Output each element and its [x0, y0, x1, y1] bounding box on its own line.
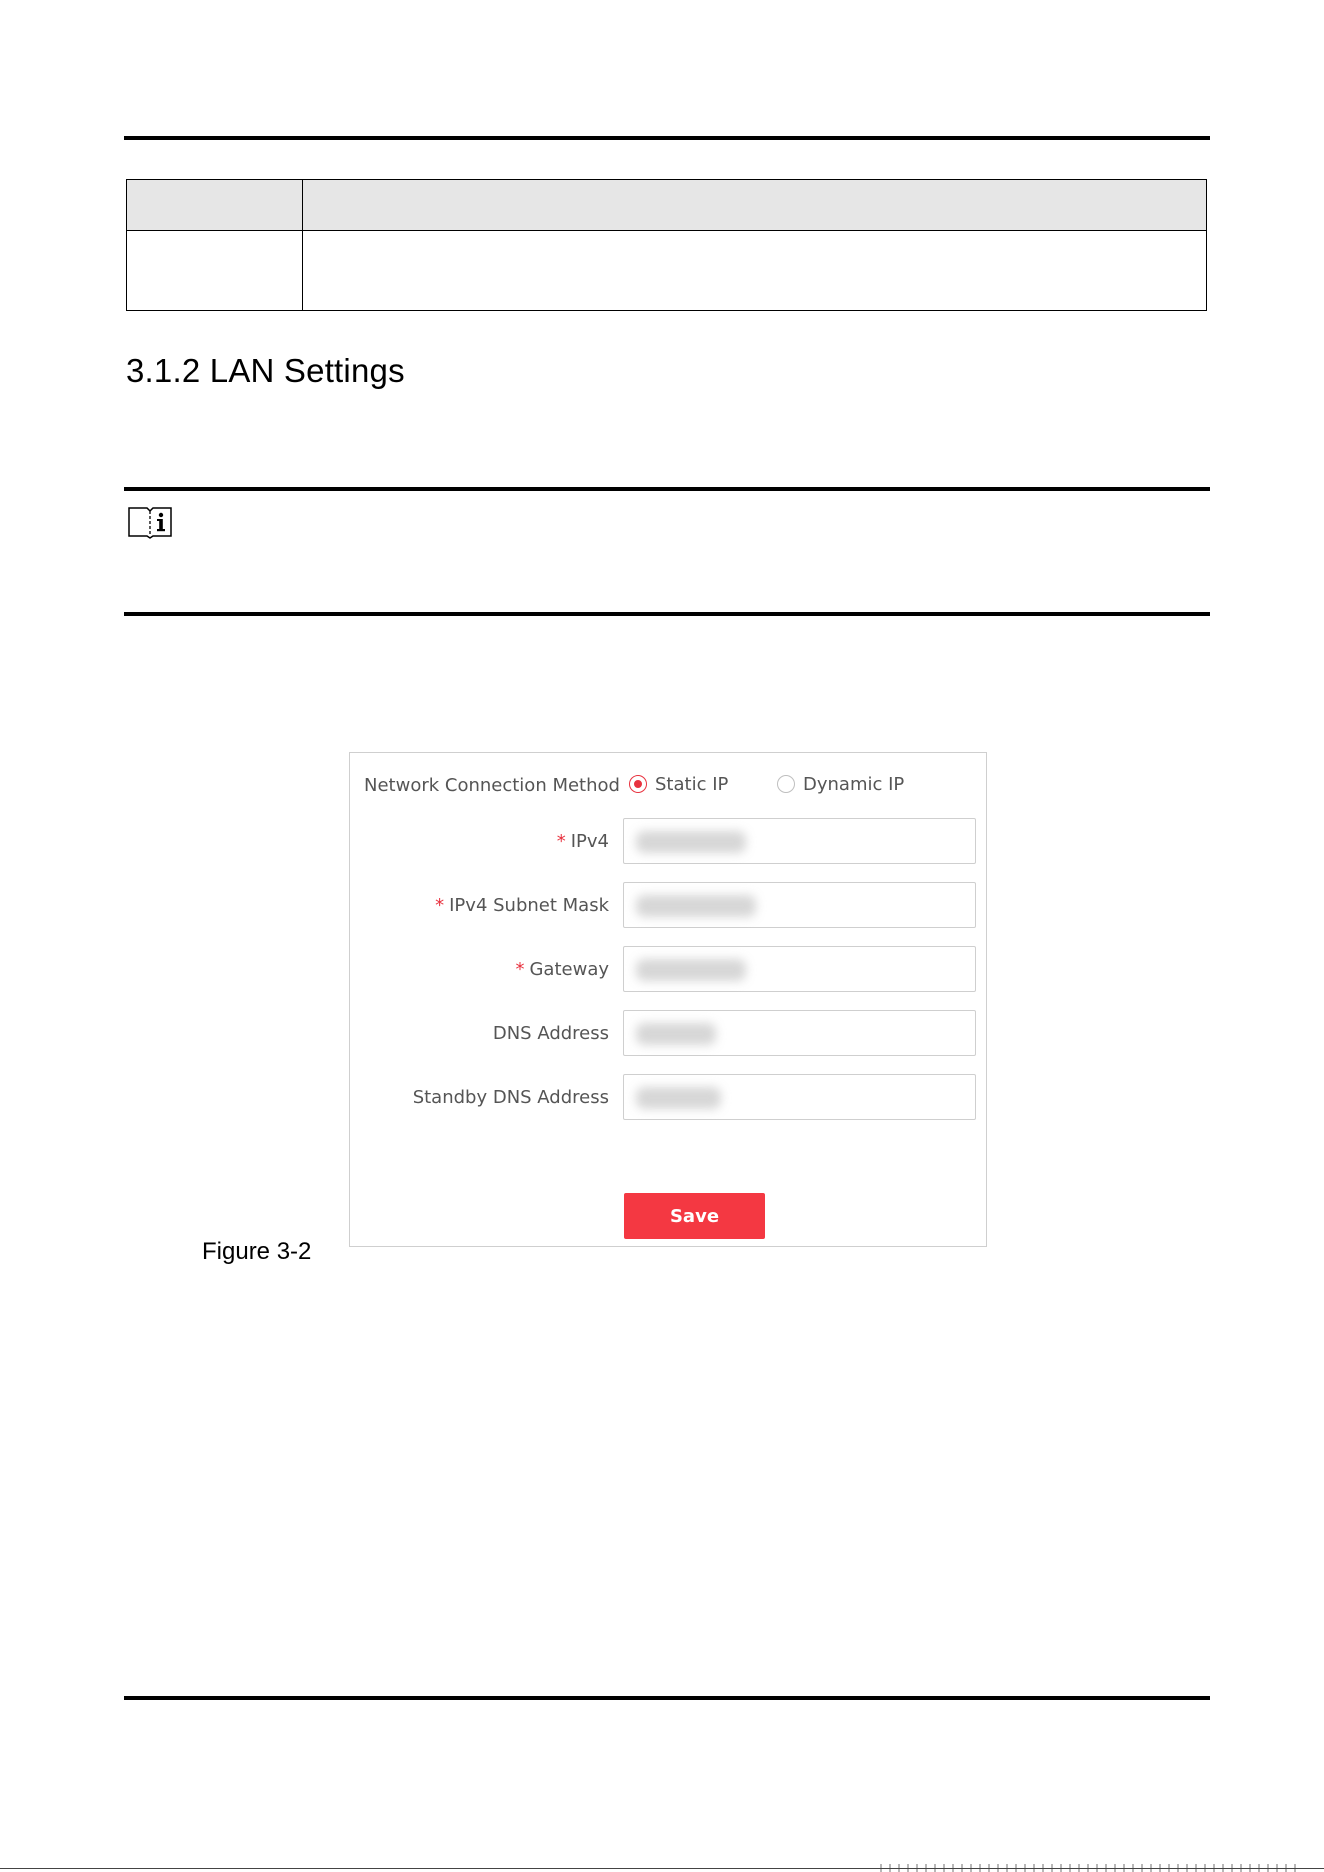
section-title: 3.1.2 LAN Settings — [126, 352, 405, 389]
subnet-mask-input[interactable] — [623, 882, 976, 928]
ipv4-label — [557, 831, 609, 852]
bottom-edge-line — [0, 1868, 1324, 1869]
figure-caption: Figure 3-2 — [202, 1238, 312, 1265]
ipv4-input[interactable] — [623, 818, 976, 864]
note-icon — [126, 505, 174, 539]
radio-checked-icon — [629, 775, 647, 793]
connection-method-row — [364, 771, 986, 799]
connection-method-label: Network Connection Method — [364, 775, 620, 796]
note-top-rule — [124, 487, 1210, 491]
dns-label — [488, 1023, 609, 1044]
redacted-value — [636, 1023, 716, 1045]
dns-input[interactable] — [623, 1010, 976, 1056]
table-header-cell — [127, 180, 303, 231]
dynamic-ip-label: Dynamic IP — [803, 774, 905, 795]
dns-row — [350, 1010, 986, 1058]
required-marker: * — [515, 959, 525, 980]
field-label-text: IPv4 Subnet Mask — [449, 895, 609, 916]
radio-unchecked-icon — [777, 775, 795, 793]
redacted-value — [636, 895, 756, 917]
static-ip-label: Static IP — [655, 774, 729, 795]
required-marker: * — [435, 895, 445, 916]
gateway-input[interactable] — [623, 946, 976, 992]
subnet-mask-label — [435, 895, 609, 916]
table-cell — [127, 231, 303, 311]
lan-settings-panel — [349, 752, 987, 1247]
header-rule — [124, 136, 1210, 140]
footer-rule — [124, 1696, 1210, 1700]
field-label-text: Standby DNS Address — [412, 1087, 609, 1108]
gateway-label — [515, 959, 609, 980]
table-header-row — [127, 180, 1207, 231]
standby-dns-input[interactable] — [623, 1074, 976, 1120]
ipv4-row — [350, 818, 986, 866]
redacted-value — [636, 1087, 721, 1109]
table-header-cell — [303, 180, 1207, 231]
parameter-table — [126, 179, 1207, 311]
standby-dns-row — [350, 1074, 986, 1122]
field-label-text: DNS Address — [492, 1023, 609, 1044]
table-cell — [303, 231, 1207, 311]
table-row — [127, 231, 1207, 311]
redacted-value — [636, 831, 746, 853]
note-bottom-rule — [124, 612, 1210, 616]
save-button[interactable]: Save — [624, 1193, 765, 1239]
field-label-text: IPv4 — [570, 831, 609, 852]
required-marker: * — [556, 831, 566, 852]
standby-dns-label — [408, 1087, 609, 1108]
field-label-text: Gateway — [529, 959, 609, 980]
redacted-value — [636, 959, 746, 981]
gateway-row — [350, 946, 986, 994]
subnet-mask-row — [350, 882, 986, 930]
